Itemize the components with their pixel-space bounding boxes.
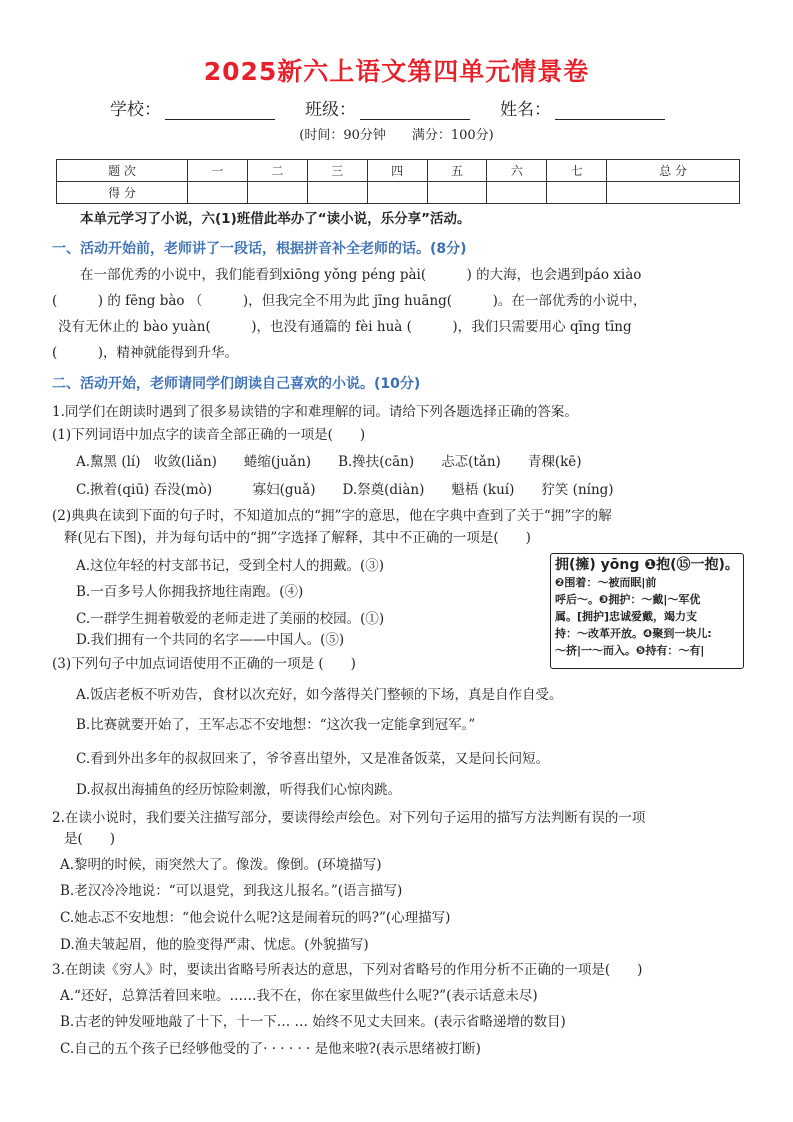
school-blank[interactable]	[165, 101, 275, 120]
question-2-stem-cont: 是( )	[64, 831, 116, 847]
name-label: 姓名：	[500, 100, 551, 120]
score-row-label: 得 分	[57, 182, 188, 204]
score-input-cell[interactable]	[188, 182, 248, 204]
score-table-score-row	[57, 182, 740, 204]
question-3-option-c: C.自己的五个孩子已经够他受的了· · · · · · 是他来啦?(表示思绪被打断)	[60, 1041, 481, 1057]
score-cell: 六	[487, 160, 547, 182]
question-3-option-a: A.“还好，总算活着回来啦。……我不在，你在家里做些什么呢?”(表示话意未尽)	[60, 988, 538, 1004]
score-table-header-row	[57, 160, 740, 182]
name-field	[500, 95, 665, 120]
score-input-cell[interactable]	[487, 182, 547, 204]
score-cell: 五	[427, 160, 487, 182]
question-1-3-stem: (3)下列句子中加点词语使用不正确的一项是 ( )	[52, 656, 356, 672]
question-1-2-option-b: B.一百多号人你拥我挤地往南跑。(④)	[76, 584, 304, 600]
question-1-1-options-cd: C.揪着(qiū) 吞没(mò) 寡妇(guǎ) D.祭奠(diàn) 魁梧 (kuí) 狞笑 (níng)	[76, 482, 614, 498]
question-1-3-option-b: B.比赛就要开始了，王军忐忑不安地想：“这次我一定能拿到冠军。”	[76, 717, 476, 733]
dict-line: 呼后～。❸拥护：～戴|～军优	[555, 593, 701, 606]
question-2-option-a: A.黎明的时候，雨突然大了。像泼。像倒。(环境描写)	[60, 857, 382, 873]
dictionary-entry-box	[550, 553, 744, 669]
question-3-option-b: B.古老的钟发哑地敲了十下，十一下… … 始终不见丈夫回来。(表示省略递增的数目)	[60, 1014, 566, 1030]
score-cell: 题 次	[57, 160, 188, 182]
score-cell: 一	[188, 160, 248, 182]
question-1-3-option-d: D.叔叔出海捕鱼的经历惊险刺激，听得我们心惊肉跳。	[76, 782, 402, 798]
section1-line: ( ) 的 fēng bào （ )，但我完全不用为此 jīng huāng( )。在一部优秀的小说中，	[52, 293, 647, 309]
question-2-stem: 2.在读小说时，我们要关注描写部分，要读得绘声绘色。对下列句子运用的描写方法判断有误的一项	[52, 810, 646, 826]
score-input-cell[interactable]	[607, 182, 740, 204]
time-and-score-info: (时间：90分钟 满分：100分)	[299, 128, 494, 143]
score-cell: 七	[547, 160, 607, 182]
class-field	[305, 95, 470, 120]
score-input-cell[interactable]	[547, 182, 607, 204]
dict-line: ❷围着：～被而眠|前	[555, 576, 657, 589]
question-2-option-b: B.老汉冷冷地说：“可以退党，到我这儿报名。”(语言描写)	[60, 883, 403, 899]
question-1-3-option-c: C.看到外出多年的叔叔回来了，爷爷喜出望外，又是准备饭菜，又是问长问短。	[76, 751, 550, 767]
school-field	[110, 95, 275, 120]
score-input-cell[interactable]	[247, 182, 307, 204]
school-label: 学校：	[110, 100, 161, 120]
question-1-1-stem: (1)下列词语中加点字的读音全部正确的一项是( )	[52, 427, 366, 443]
question-1-1-options-ab: A.黧黑 (lí) 收敛(liǎn) 蜷缩(juǎn) B.搀扶(cān) 忐忑(tǎn) 青稞(kē)	[76, 454, 582, 470]
dict-line: 属。[拥护]忠诚爱戴，竭力支	[555, 610, 698, 623]
section1-line: 没有无休止的 bào yuàn( )，也没有通篇的 fèi huà ( )，我们只需要用心 qīng tīng	[58, 319, 632, 335]
section2-heading: 二、活动开始，老师请同学们朗读自己喜欢的小说。(10分)	[52, 376, 421, 392]
score-cell: 三	[307, 160, 367, 182]
question-1-2-stem: (2)典典在读到下面的句子时，不知道加点的“拥”字的意思，他在字典中查到了关于“拥”字的解	[52, 508, 612, 524]
section1-line: 在一部优秀的小说中，我们能看到xiōng yǒng péng pài( ) 的大海，也会遇到páo xiào	[80, 267, 642, 283]
section1-line: ( )，精神就能得到升华。	[52, 345, 239, 361]
class-label: 班级：	[305, 100, 356, 120]
score-input-cell[interactable]	[427, 182, 487, 204]
question-3-stem: 3.在朗读《穷人》时，要读出省略号所表达的意思，下列对省略号的作用分析不正确的一项是( )	[52, 962, 643, 978]
score-cell: 总 分	[607, 160, 740, 182]
question-1-2-option-a: A.这位年轻的村支部书记，受到全村人的拥戴。(③)	[76, 558, 385, 574]
dict-line: 持：～改革开放。❹聚到一块儿:	[555, 627, 712, 640]
question-1-3-option-a: A.饭店老板不听劝告，食材以次充好，如今落得关门整顿的下场，真是自作自受。	[76, 687, 563, 703]
score-input-cell[interactable]	[307, 182, 367, 204]
section1-heading: 一、活动开始前，老师讲了一段话，根据拼音补全老师的话。(8分)	[52, 241, 467, 257]
dict-line: ～挤|一～而入。❺持有：～有|	[555, 644, 705, 657]
question-1-2-option-d: D.我们拥有一个共同的名字——中国人。(⑤)	[76, 632, 345, 648]
score-cell: 四	[367, 160, 427, 182]
exam-title: 2025新六上语文第四单元情景卷	[203, 57, 590, 86]
score-input-cell[interactable]	[367, 182, 427, 204]
question-1-2-stem-cont: 释(见右下图)，并为每句话中的“拥”字选择了解释，其中不正确的一项是( )	[64, 530, 531, 546]
question-1-stem: 1.同学们在朗读时遇到了很多易读错的字和难理解的词。请给下列各题选择正确的答案。	[52, 404, 578, 420]
student-info-row	[110, 95, 695, 120]
question-1-2-option-c: C.一群学生拥着敬爱的老师走进了美丽的校园。(①)	[76, 611, 385, 627]
question-2-option-c: C.她忐忑不安地想：“他会说什么呢?这是闹着玩的吗?”(心理描写)	[60, 910, 451, 926]
question-2-option-d: D.渔夫皱起眉，他的脸变得严肃、忧虑。(外貌描写)	[60, 937, 369, 953]
score-table	[56, 159, 740, 204]
intro-text: 本单元学习了小说，六(1)班借此举办了“读小说，乐分享”活动。	[80, 211, 471, 227]
name-blank[interactable]	[555, 101, 665, 120]
class-blank[interactable]	[360, 101, 470, 120]
score-cell: 二	[247, 160, 307, 182]
dict-line: 拥(擁) yōng ❶抱(⑮一抱)。	[555, 557, 739, 573]
